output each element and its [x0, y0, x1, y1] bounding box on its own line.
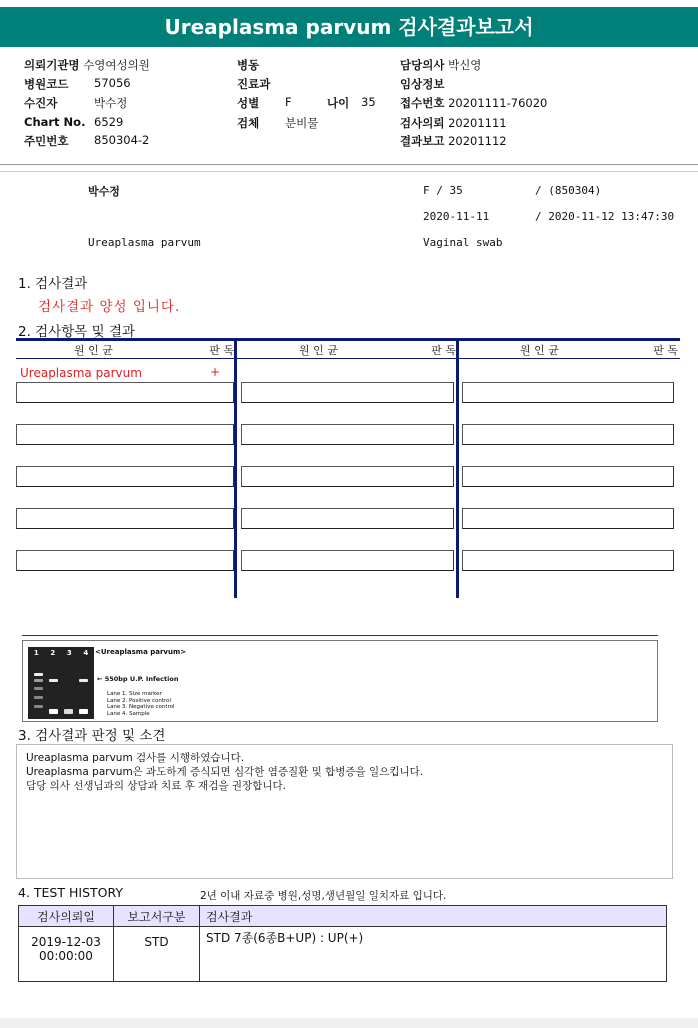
gel-legend: Lane 1. Size marker Lane 2. Positive control Lane 3. Negative control Lane 4. Sample	[107, 691, 175, 717]
section3-title: 3. 검사결과 판정 및 소견	[18, 728, 166, 744]
gel-band	[79, 679, 88, 682]
history-table	[18, 905, 667, 982]
result-cell	[462, 508, 674, 529]
header-report-date: 결과보고 20201112	[400, 134, 507, 148]
result-cell	[462, 466, 674, 487]
organism-result: +	[210, 365, 221, 379]
report-title: Ureaplasma parvum 검사결과보고서	[0, 7, 698, 47]
history-col-type: 보고서구분	[114, 906, 200, 927]
header-hospital-code: 병원코드 57056	[24, 76, 131, 91]
gel-figure	[22, 640, 658, 722]
grid-column-divider	[456, 338, 459, 598]
opinion-line: Ureaplasma parvum은 과도하게 증식되면 심각한 염증질환 및 합병증을 일으킵니다.	[26, 766, 424, 778]
result-cell	[241, 424, 454, 445]
header-institution: 의뢰기관명 수영여성의원	[24, 58, 150, 72]
result-cell	[462, 424, 674, 445]
section2-title: 2. 검사항목 및 결과	[18, 324, 136, 340]
result-cell	[16, 550, 234, 571]
history-col-result: 검사결과	[200, 906, 667, 927]
header-request-date: 검사의뢰 20201111	[400, 116, 507, 130]
gel-band	[79, 709, 88, 714]
test-name: Ureaplasma parvum	[88, 236, 201, 249]
gel-band	[34, 705, 43, 708]
opinion-line: 담당 의사 선생님과의 상담과 치료 후 재검을 권장합니다.	[26, 780, 286, 792]
gel-band	[34, 696, 43, 699]
grid-column-divider	[234, 338, 237, 598]
section4-title: 4. TEST HISTORY	[18, 885, 123, 900]
header-age: 나이 35	[327, 95, 376, 110]
header-ward: 병동	[237, 58, 260, 72]
gel-band	[34, 687, 43, 690]
result-cell	[16, 424, 234, 445]
patient-sex-age: F / 35	[423, 184, 463, 197]
header-receipt-no: 접수번호 20201111-76020	[400, 96, 548, 110]
history-type-cell: STD	[114, 927, 200, 982]
gel-band	[34, 673, 43, 676]
header-resident-no: 주민번호 850304-2	[24, 133, 150, 148]
gel-band	[64, 709, 73, 714]
table-row	[19, 927, 667, 982]
grid-column-header: 원 인 균 판 독	[74, 344, 234, 357]
gel-lane-numbers: 1 2 3 4	[33, 649, 89, 657]
gel-arrow-label: ← 550bp U.P. Infection	[97, 675, 179, 683]
gel-band	[49, 679, 58, 682]
specimen-type: Vaginal swab	[423, 236, 503, 249]
patient-birth: / (850304)	[535, 184, 602, 197]
result-cell	[462, 550, 674, 571]
result-cell	[16, 508, 234, 529]
header-sex: 성별 F	[237, 95, 292, 110]
grid-column-header: 원 인 균 판 독	[299, 344, 456, 357]
opinion-box	[16, 744, 673, 879]
header-chart-no: Chart No. 6529	[24, 115, 124, 129]
history-header-row	[19, 906, 667, 927]
header-doctor: 담당의사 박신영	[400, 58, 482, 72]
result-cell	[16, 466, 234, 487]
receipt-date: 2020-11-11	[423, 210, 490, 223]
report-datetime: / 2020-11-12 13:47:30	[535, 210, 675, 223]
result-cell	[241, 466, 454, 487]
result-cell	[16, 382, 234, 403]
header-specimen: 검체 분비물	[237, 116, 319, 130]
gel-band	[49, 709, 58, 714]
organism-name: Ureaplasma parvum	[20, 366, 142, 380]
gel-band	[34, 679, 43, 682]
header-patient: 수진자 박수정	[24, 96, 128, 110]
grid-column-header: 원 인 균 판 독	[520, 344, 678, 357]
grid-top-rule	[16, 338, 680, 341]
history-note: 2년 이내 자료중 병원,성명,생년월일 일치자료 입니다.	[200, 890, 447, 902]
gel-image	[28, 647, 94, 719]
header-department: 진료과	[237, 77, 271, 91]
result-cell	[241, 508, 454, 529]
result-positive: 검사결과 양성 입니다.	[38, 299, 181, 315]
history-col-date: 검사의뢰일	[19, 906, 114, 927]
header-clinical-info: 임상정보	[400, 77, 445, 91]
grid-header-rule	[16, 358, 680, 359]
header-divider	[0, 164, 698, 165]
history-result-cell: STD 7종(6종B+UP) : UP(+)	[200, 927, 667, 982]
result-cell	[462, 382, 674, 403]
patient-name: 박수정	[88, 185, 120, 198]
header-divider-2	[0, 171, 698, 172]
gel-heading: <Ureaplasma parvum>	[95, 648, 187, 656]
result-cell	[241, 382, 454, 403]
gel-top-rule	[22, 635, 658, 636]
opinion-line: Ureaplasma parvum 검사를 시행하였습니다.	[26, 752, 245, 764]
history-date-cell: 2019-12-03 00:00:00	[19, 927, 114, 982]
section1-title: 1. 검사결과	[18, 276, 88, 292]
result-cell	[241, 550, 454, 571]
